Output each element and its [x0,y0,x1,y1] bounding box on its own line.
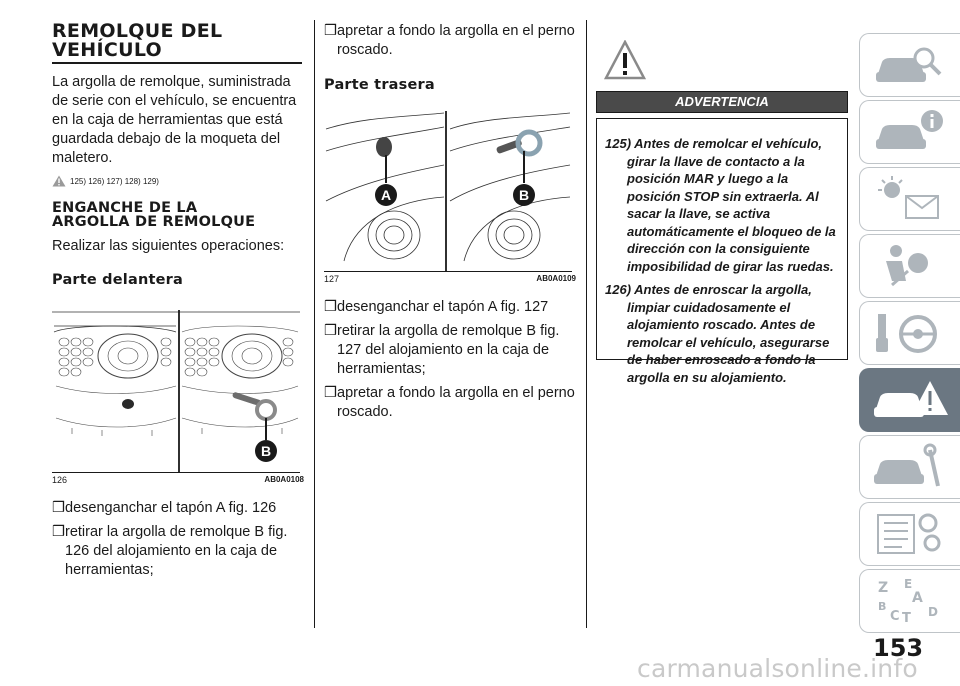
svg-text:A: A [912,590,923,606]
car-info-icon [872,107,952,157]
column-left [52,0,304,580]
warning-title: ADVERTENCIA [596,91,848,113]
list-item [324,322,576,379]
settings-list-icon [872,509,952,559]
step-text: retirar la argolla de remolque B fig. 127 del alojamiento en la caja de herramientas; [337,323,560,377]
column-divider-2 [586,20,587,628]
step-text: desenganchar el tapón A fig. 126 [65,500,277,516]
figure-code: AB0A0109 [536,274,576,283]
marker-b-front: B [260,443,272,459]
checkbox-icon: ❒ [324,323,337,339]
rear-bumper-illustration [324,111,572,271]
figure-127-caption [324,274,576,284]
front-heading: Parte delantera [52,272,183,288]
front-steps-list [52,499,304,580]
step-text: apretar a fondo la argolla en el perno roscado. [337,23,575,58]
references-text: 125) 126) 127) 128) 129) [70,176,159,186]
step-text: retirar la argolla de remolque B fig. 126 del alojamiento en la caja de herramientas; [65,524,288,578]
lights-message-icon [872,174,952,224]
tab-car-info[interactable] [859,100,960,164]
column-divider-1 [314,20,315,628]
warning-references [52,175,304,187]
rear-heading: Parte trasera [324,77,435,93]
list-item [52,499,304,518]
page-number: 153 [873,634,924,662]
rear-steps-list [324,298,576,422]
airbag-seat-icon [872,241,952,291]
checkbox-icon: ❒ [324,23,337,39]
section-title-line1: REMOLQUE DEL [52,20,223,42]
tab-car-wrench[interactable] [859,435,960,499]
section-intro: La argolla de remolque, suministrada de serie con el vehículo, se encuentra en la caja de herramientas que está guardada debajo de la moqueta del maletero. [52,74,297,166]
checkbox-icon: ❒ [52,500,65,516]
title-underline [52,62,302,64]
list-item [324,384,576,422]
checkbox-icon: ❒ [324,299,337,315]
marker-a-rear: A [380,187,392,203]
step-text: desenganchar el tapón A fig. 127 [337,299,549,315]
tab-car-search[interactable] [859,33,960,97]
list-item [324,22,576,60]
section-title-line2: VEHÍCULO [52,39,163,61]
section-title [52,22,304,60]
watermark: carmanualsonline.info [637,654,918,683]
marker-b-rear: B [518,187,530,203]
car-wrench-icon [872,442,952,492]
tab-key-steering[interactable] [859,301,960,365]
svg-text:D: D [928,605,938,619]
key-steering-icon [872,308,952,358]
svg-text:Z: Z [878,580,889,596]
figure-127 [324,111,572,272]
warning-item-126: 126) Antes de enroscar la argolla, limpiar cuidadosamente el alojamiento roscado. Antes de remolcar el vehículo, asegurarse de haber enroscado a fondo la argolla en su alojamiento. [605,282,830,385]
figure-number: 126 [52,475,68,485]
checkbox-icon: ❒ [324,385,337,401]
figure-code: AB0A0108 [264,475,304,484]
figure-126 [52,310,300,473]
subsection-intro: Realizar las siguientes operaciones: [52,238,285,254]
tab-settings-list[interactable] [859,502,960,566]
car-warning-icon [872,375,952,425]
svg-text:T: T [902,611,911,626]
figure-126-caption [52,475,304,485]
alphabet-index-icon [872,576,952,626]
warning-triangle-icon [52,175,66,187]
warning-item-125: 125) Antes de remolcar el vehículo, girar la llave de contacto a la posición MAR y luego a la posición STOP sin extraerla. Al sacar la llave, se activa automáticamente el bloqueo de la dirección con la consiguiente imposibilidad de girar las ruedas. [605,136,836,274]
tab-airbag-seat[interactable] [859,234,960,298]
column-middle [324,0,576,422]
subsection-title-line2: ARGOLLA DE REMOLQUE [52,214,256,230]
subsection-title-line1: ENGANCHE DE LA [52,200,198,216]
step-text: apretar a fondo la argolla en el perno roscado. [337,385,575,420]
checkbox-icon: ❒ [52,524,65,540]
car-search-icon [872,40,952,90]
list-item [52,523,304,580]
svg-text:B: B [878,600,887,613]
tab-lights-message[interactable] [859,167,960,231]
svg-text:E: E [904,577,913,591]
list-item [324,298,576,317]
warning-box [596,118,848,385]
front-bumper-illustration [52,310,300,472]
figure-number: 127 [324,274,340,284]
tab-alphabet-index[interactable] [859,569,960,633]
warning-triangle-icon [604,40,646,82]
tab-car-warning[interactable] [859,368,960,432]
subsection-title [52,201,304,229]
svg-text:C: C [890,609,900,624]
